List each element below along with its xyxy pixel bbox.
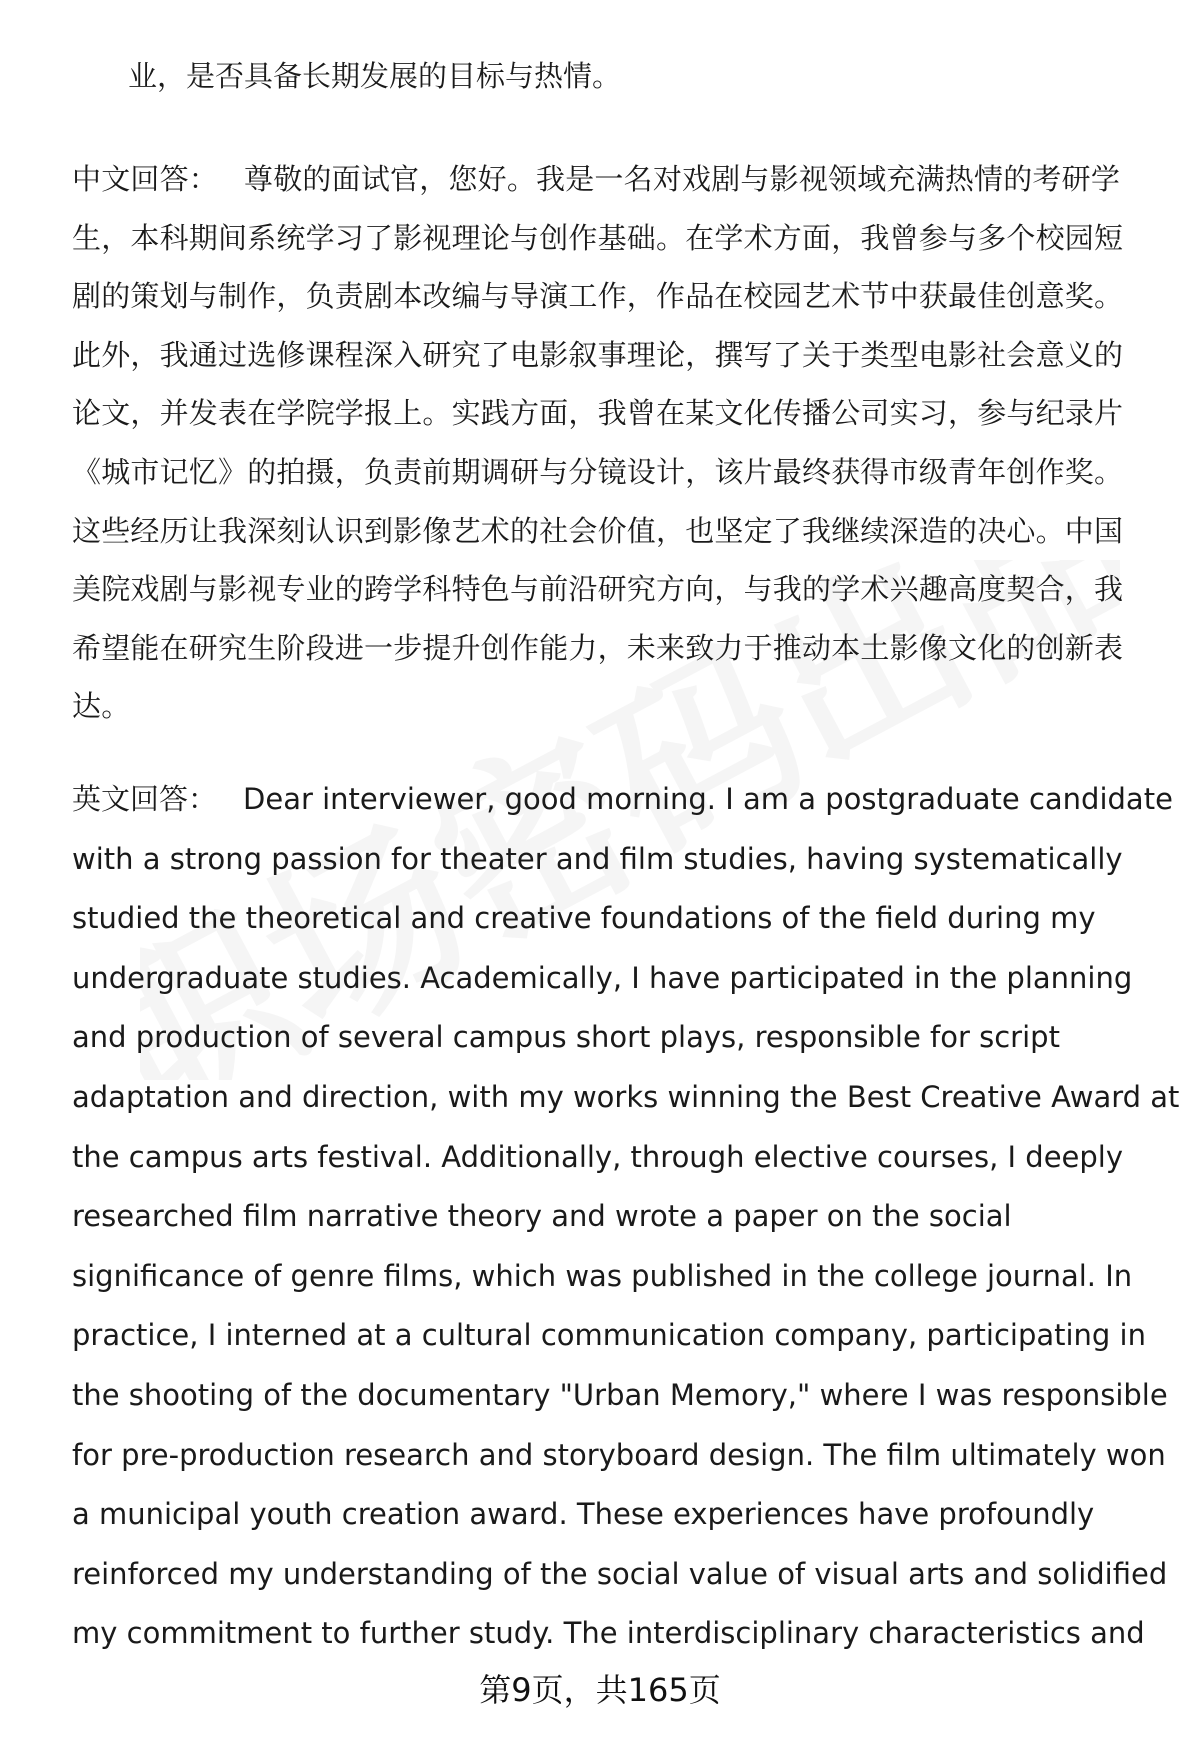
chinese-answer-line: 达。 [72, 689, 131, 724]
english-answer-line: significance of genre films, which was published in the college journal. In [72, 1258, 1133, 1293]
english-answer-line: for pre-production research and storyboard design. The film ultimately won [72, 1437, 1166, 1472]
english-answer-label: 英文回答： [72, 782, 218, 816]
chinese-answer-line: 剧的策划与制作，负责剧本改编与导演工作，作品在校园艺术节中获最佳创意奖。 [72, 279, 1124, 314]
chinese-answer-paragraph [72, 150, 1152, 736]
page-number: 第9页，共165页 [479, 1671, 721, 1709]
english-answer-line: practice, I interned at a cultural communication company, participating in [72, 1318, 1146, 1353]
english-answer-line: 英文回答： Dear interviewer, good morning. I am a postgraduate candidate [72, 782, 1173, 816]
english-answer-line: adaptation and direction, with my works winning the Best Creative Award at [72, 1079, 1180, 1114]
chinese-answer-line: 此外，我通过选修课程深入研究了电影叙事理论，撰写了关于类型电影社会意义的 [72, 337, 1124, 372]
chinese-answer-line: 生，本科期间系统学习了影视理论与创作基础。在学术方面，我曾参与多个校园短 [72, 220, 1124, 255]
english-answer-line: the shooting of the documentary "Urban Memory," where I was responsible [72, 1377, 1168, 1412]
chinese-answer-line: 《城市记忆》的拍摄，负责前期调研与分镜设计，该片最终获得市级青年创作奖。 [72, 454, 1124, 489]
chinese-answer-line: 中文回答： 尊敬的面试官，您好。我是一名对戏剧与影视领域充满热情的考研学 [72, 162, 1121, 196]
english-answer-line: with a strong passion for theater and film studies, having systematically [72, 841, 1123, 876]
english-answer-paragraph [72, 770, 1180, 1664]
chinese-answer-line: 这些经历让我深刻认识到影像艺术的社会价值，也坚定了我继续深造的决心。中国 [72, 513, 1124, 548]
english-answer-line: a municipal youth creation award. These experiences have profoundly [72, 1497, 1095, 1532]
english-answer-line: studied the theoretical and creative foundations of the field during my [72, 901, 1096, 936]
continuation-line: 业，是否具备长期发展的目标与热情。 [128, 59, 622, 93]
chinese-answer-line: 美院戏剧与影视专业的跨学科特色与前沿研究方向，与我的学术兴趣高度契合，我 [72, 572, 1124, 607]
english-answer-line: reinforced my understanding of the social value of visual arts and solidified [72, 1556, 1168, 1591]
watermark-text: 职场密码出品 [140, 560, 1120, 1080]
chinese-answer-line: 希望能在研究生阶段进一步提升创作能力，未来致力于推动本土影像文化的创新表 [72, 630, 1124, 665]
chinese-answer-label: 中文回答： [72, 162, 219, 196]
english-answer-line: undergraduate studies. Academically, I have participated in the planning [72, 960, 1133, 995]
english-answer-line: my commitment to further study. The interdisciplinary characteristics and [72, 1616, 1145, 1651]
english-answer-line: and production of several campus short plays, responsible for script [72, 1020, 1060, 1055]
english-answer-line: the campus arts festival. Additionally, through elective courses, I deeply [72, 1139, 1124, 1174]
english-answer-line: researched film narrative theory and wrote a paper on the social [72, 1199, 1012, 1234]
chinese-answer-line: 论文，并发表在学院学报上。实践方面，我曾在某文化传播公司实习，参与纪录片 [72, 396, 1124, 431]
